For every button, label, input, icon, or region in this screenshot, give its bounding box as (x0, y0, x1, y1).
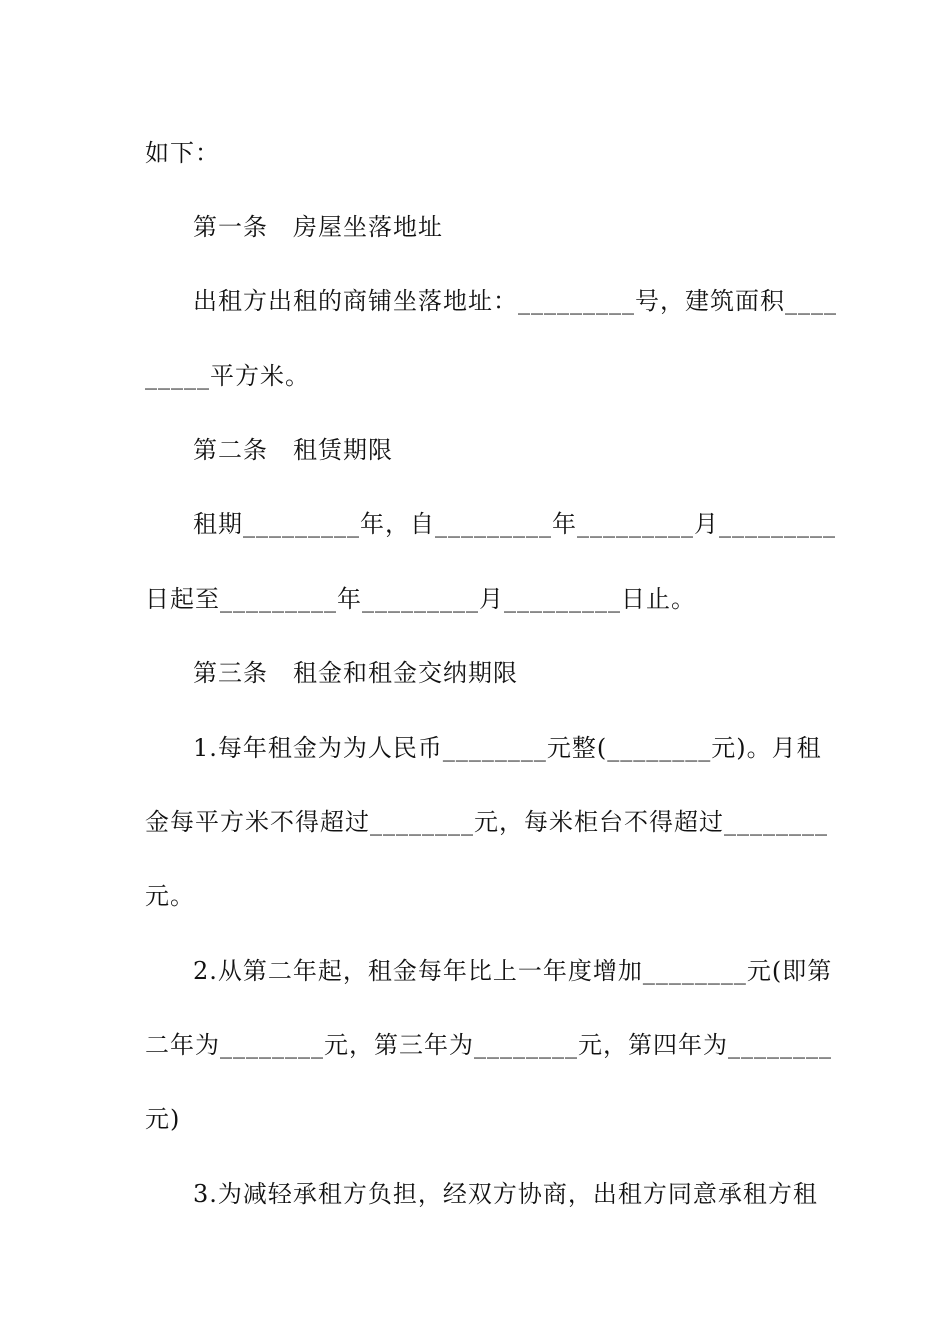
article-heading-3: 第三条 租金和租金交纳期限 (193, 659, 518, 687)
text-line-intro: 如下： (145, 139, 220, 167)
article-3-item-1-line-1: 1.每年租金为为人民币________元整(________元)。月租 (193, 734, 822, 762)
article-2-text-line-1: 租期_________年，自_________年_________月_________ (193, 510, 836, 538)
article-3-item-1-line-3: 元。 (145, 882, 195, 910)
article-3-item-2-line-1: 2.从第二年起，租金每年比上一年度增加________元(即第 (193, 957, 833, 985)
article-3-item-1-line-2: 金每平方米不得超过________元，每米柜台不得超过________ (145, 808, 828, 836)
article-3-item-2-line-3: 元) (145, 1105, 181, 1133)
article-3-item-2-line-2: 二年为________元，第三年为________元，第四年为________ (145, 1031, 832, 1059)
article-3-item-3-line-1: 3.为减轻承租方负担，经双方协商，出租方同意承租方租 (193, 1180, 818, 1208)
article-heading-1: 第一条 房屋坐落地址 (193, 213, 443, 241)
article-1-text-line-2: _____平方米。 (145, 362, 310, 390)
article-heading-2: 第二条 租赁期限 (193, 436, 393, 464)
article-2-text-line-2: 日起至_________年_________月_________日止。 (145, 585, 696, 613)
article-1-text-line-1: 出租方出租的商铺坐落地址：_________号，建筑面积____ (193, 287, 837, 315)
